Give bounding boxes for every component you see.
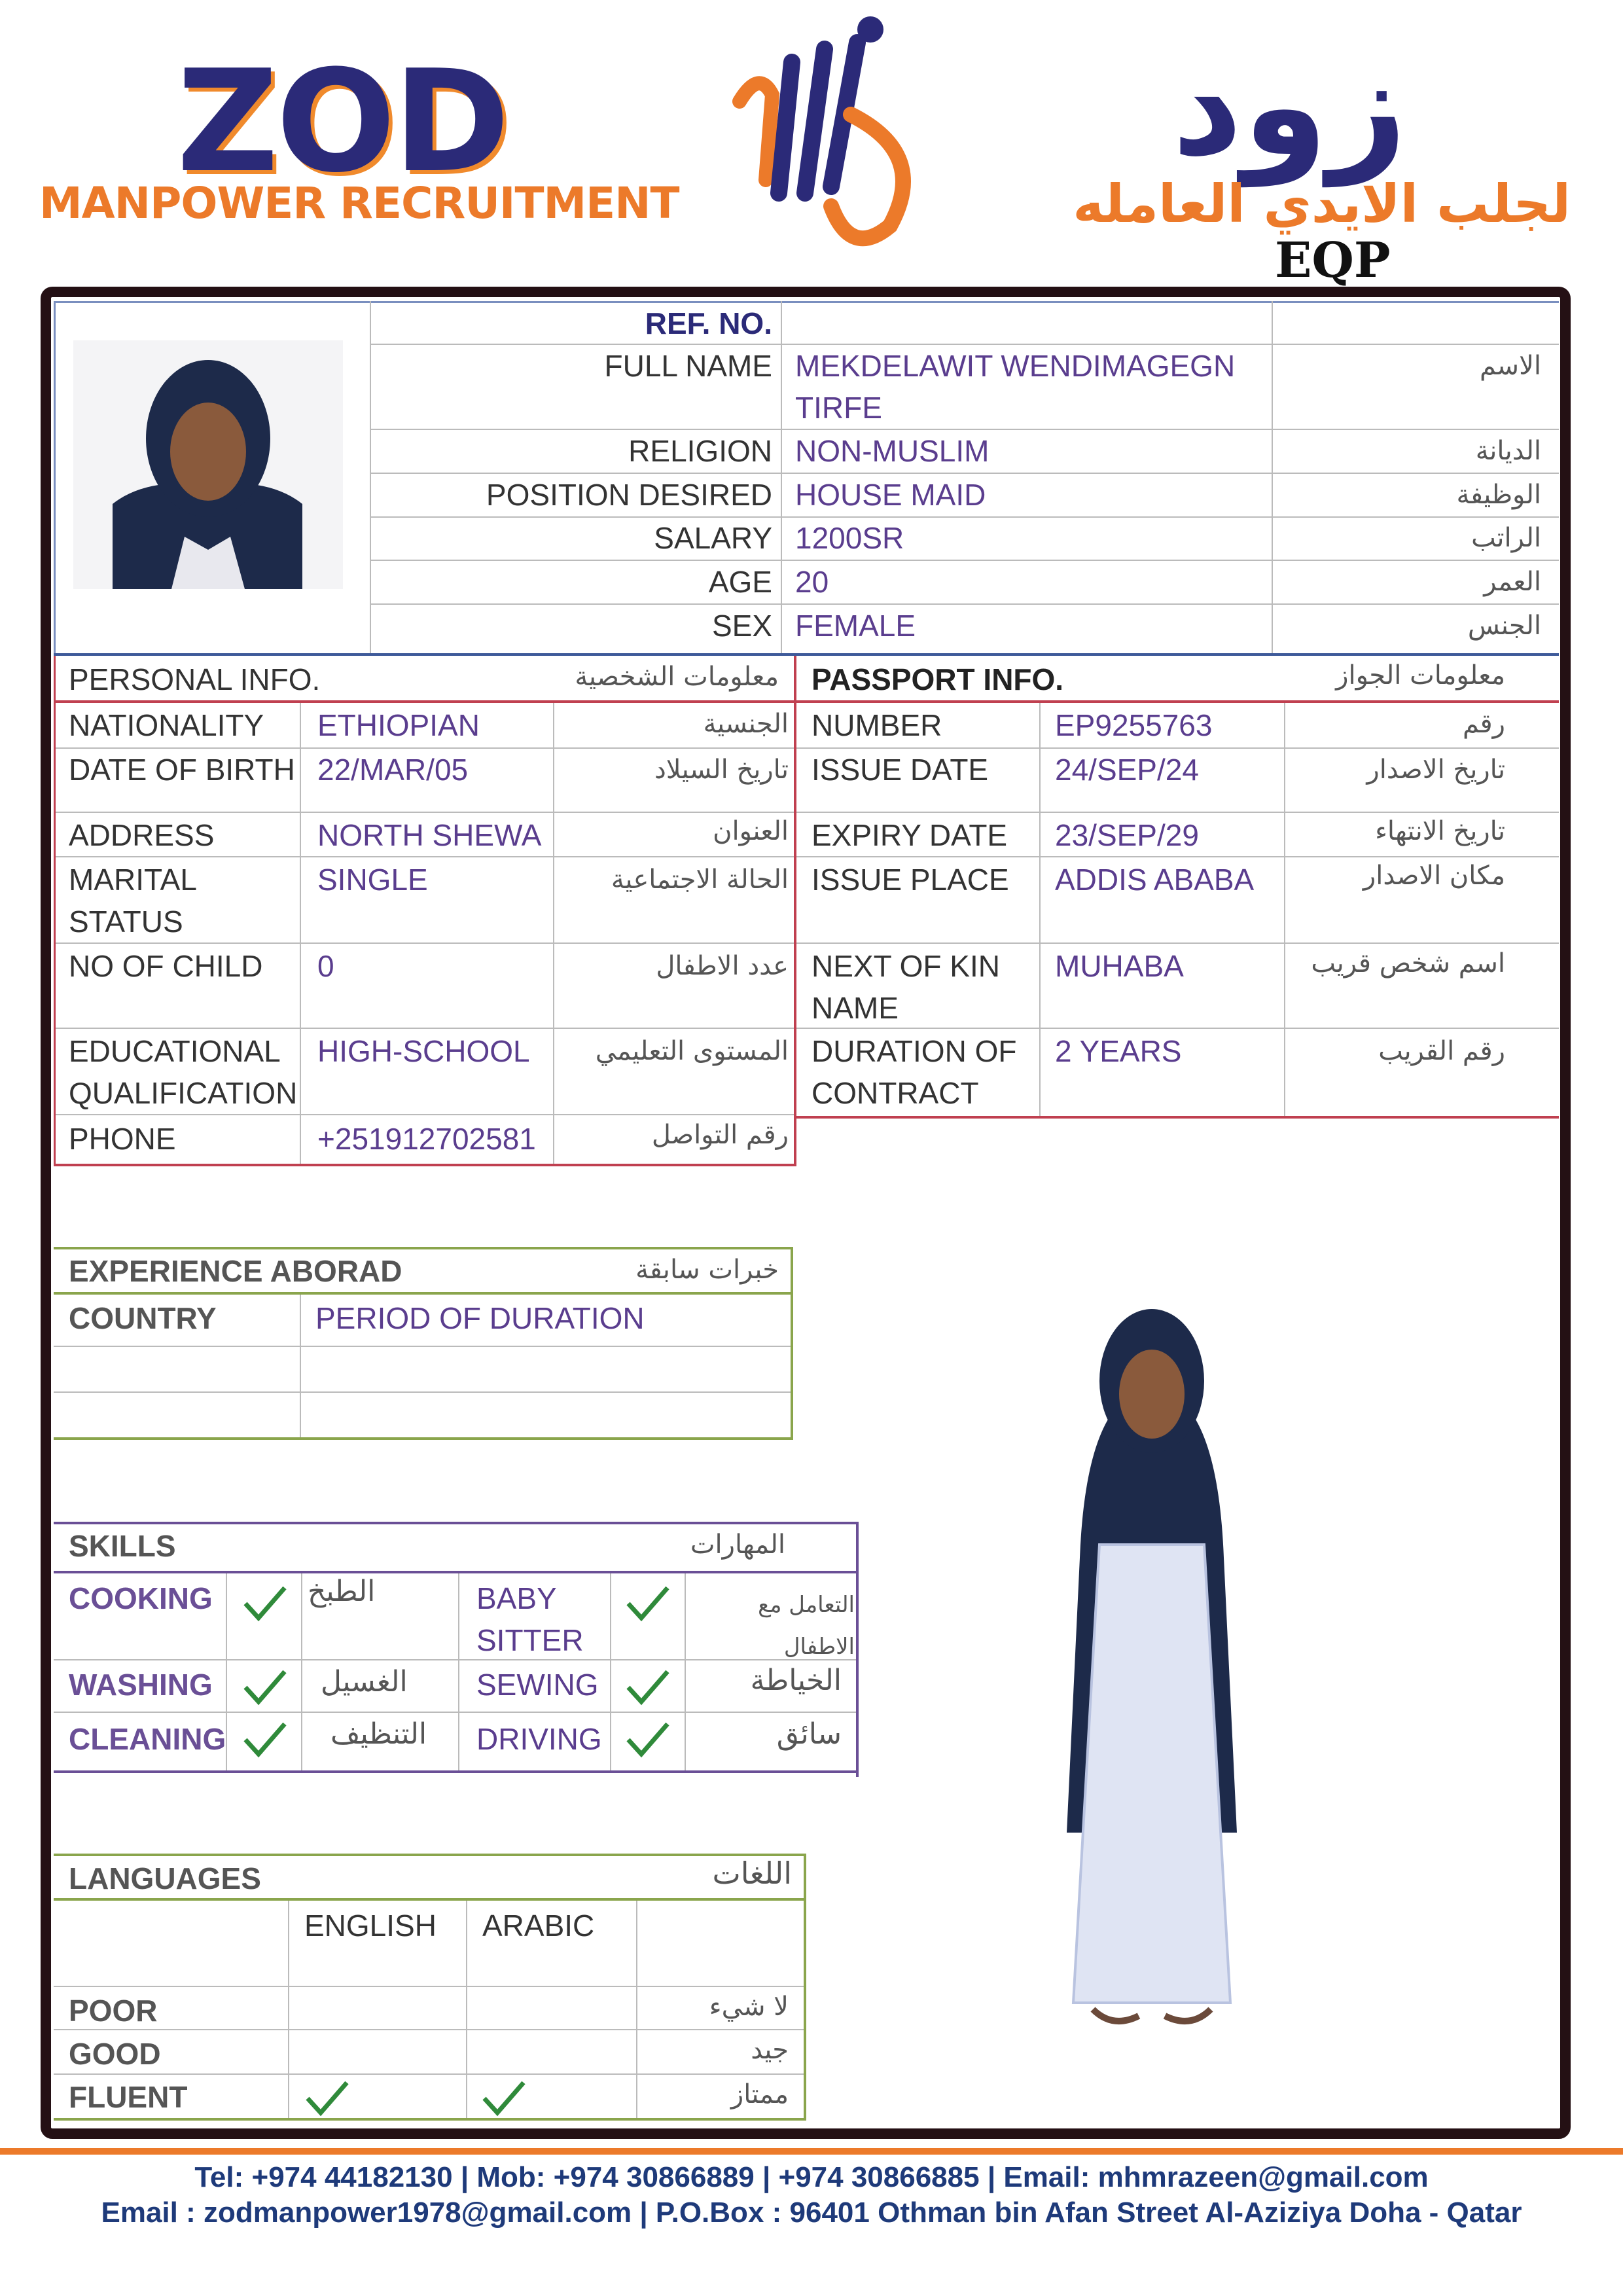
cooking-check-icon — [242, 1584, 288, 1623]
experience-period-header: PERIOD OF DURATION — [315, 1301, 645, 1335]
next-of-kin-value: MUHABA — [1055, 949, 1184, 983]
skill-driving-ar: سائق — [776, 1717, 842, 1751]
dob-label: DATE OF BIRTH — [69, 753, 295, 787]
address-value: NORTH SHEWA — [317, 818, 542, 852]
position-label: POSITION DESIRED — [486, 478, 772, 512]
experience-country-header: COUNTRY — [69, 1301, 217, 1335]
passport-info-title-ar: معلومات الجواز — [1336, 660, 1505, 691]
marital-ar: الحالة الاجتماعية — [611, 865, 789, 895]
education-ar: المستوى التعليمي — [595, 1036, 789, 1066]
issue-place-value: ADDIS ABABA — [1055, 863, 1255, 897]
brand-subtitle: MANPOWER RECRUITMENT — [39, 178, 679, 228]
next-of-kin-label: NEXT OF KIN NAME — [812, 949, 1000, 1025]
nationality-label: NATIONALITY — [69, 708, 264, 742]
skill-cooking-ar: الطبخ — [308, 1575, 376, 1608]
passport-number-value: EP9255763 — [1055, 708, 1213, 742]
salary-label: SALARY — [654, 521, 772, 555]
children-ar: عدد الاطفال — [656, 951, 789, 981]
position-value: HOUSE MAID — [795, 478, 986, 512]
issue-place-ar: مكان الاصدار — [1363, 861, 1505, 891]
issue-date-label: ISSUE DATE — [812, 753, 989, 787]
nationality-ar: الجنسية — [703, 709, 789, 739]
contract-duration-ar: رقم القريب — [1378, 1036, 1505, 1066]
skill-cleaning-ar: التنظيف — [330, 1717, 427, 1751]
level-good: GOOD — [69, 2037, 161, 2071]
dob-ar: تاريخ السيلاد — [654, 755, 789, 785]
skill-cleaning: CLEANING — [69, 1722, 226, 1756]
washing-check-icon — [242, 1668, 288, 1707]
skill-sewing: SEWING — [476, 1668, 599, 1702]
passport-info-title: PASSPORT INFO. — [812, 662, 1064, 696]
skill-cooking: COOKING — [69, 1581, 213, 1615]
driving-check-icon — [625, 1720, 671, 1759]
skill-driving: DRIVING — [476, 1722, 602, 1756]
religion-value: NON-MUSLIM — [795, 434, 990, 468]
experience-title: EXPERIENCE ABORAD — [69, 1254, 402, 1288]
experience-title-ar: خبرات سابقة — [635, 1255, 779, 1285]
expiry-date-value: 23/SEP/29 — [1055, 818, 1199, 852]
cleaning-check-icon — [242, 1720, 288, 1759]
brand-subtitle-arabic: لجلب الايدي العامله — [1073, 173, 1571, 234]
skill-baby-sitter-ar: التعامل مع الاطفال — [751, 1592, 855, 1660]
children-value: 0 — [317, 949, 334, 983]
portrait-photo — [73, 340, 343, 589]
phone-label: PHONE — [69, 1122, 176, 1156]
expiry-date-ar: تاريخ الانتهاء — [1375, 816, 1505, 846]
footer-address-line: Email : zodmanpower1978@gmail.com | P.O.Box : 96401 Othman bin Afan Street Al-Aziziya Doha - Qatar — [101, 2197, 1522, 2229]
english-fluent-check-icon — [304, 2079, 350, 2118]
marital-value: SINGLE — [317, 863, 428, 897]
arabic-fluent-check-icon — [481, 2079, 527, 2118]
level-fluent: FLUENT — [69, 2080, 188, 2114]
contract-duration-value: 2 YEARS — [1055, 1034, 1182, 1068]
skill-washing-ar: الغسيل — [321, 1665, 408, 1698]
contract-duration-label: DURATION OF CONTRACT — [812, 1034, 1017, 1110]
level-poor: POOR — [69, 1994, 158, 2028]
children-label: NO OF CHILD — [69, 949, 263, 983]
address-label: ADDRESS — [69, 818, 215, 852]
age-ar: العمر — [1484, 567, 1541, 597]
religion-label: RELIGION — [628, 434, 772, 468]
personal-info-title: PERSONAL INFO. — [69, 662, 321, 696]
skill-baby-sitter: BABY SITTER — [476, 1581, 584, 1657]
age-value: 20 — [795, 565, 829, 599]
expiry-date-label: EXPIRY DATE — [812, 818, 1008, 852]
salary-value: 1200SR — [795, 521, 904, 555]
age-label: AGE — [708, 565, 772, 599]
dob-value: 22/MAR/05 — [317, 753, 469, 787]
address-ar: العنوان — [713, 816, 789, 846]
brand-mark-icon — [720, 10, 936, 259]
languages-title: LANGUAGES — [69, 1861, 261, 1895]
issue-date-ar: تاريخ الاصدار — [1366, 755, 1505, 785]
language-arabic-header: ARABIC — [482, 1909, 595, 1943]
languages-title-ar: اللغات — [712, 1856, 792, 1891]
skill-washing: WASHING — [69, 1668, 213, 1702]
brand-logo-arabic: زود — [1171, 26, 1407, 187]
brand-logo: ZOD — [177, 39, 508, 204]
passport-number-ar: رقم — [1462, 709, 1505, 739]
education-label: EDUCATIONAL QUALIFICATION — [69, 1034, 298, 1110]
level-fluent-ar: ممتاز — [730, 2079, 789, 2109]
level-good-ar: جيد — [751, 2035, 789, 2065]
issue-place-label: ISSUE PLACE — [812, 863, 1009, 897]
skills-title-ar: المهارات — [690, 1530, 785, 1560]
education-value: HIGH-SCHOOL — [317, 1034, 530, 1068]
sex-label: SEX — [711, 609, 772, 643]
baby-sitter-check-icon — [625, 1584, 671, 1623]
religion-ar: الديانة — [1475, 436, 1541, 466]
passport-number-label: NUMBER — [812, 708, 942, 742]
phone-value: +251912702581 — [317, 1122, 536, 1156]
brand-code: EQP — [1275, 232, 1391, 289]
phone-ar: رقم التواصل — [651, 1120, 789, 1150]
nationality-value: ETHIOPIAN — [317, 708, 480, 742]
sewing-check-icon — [625, 1668, 671, 1707]
footer-contact-line: Tel: +974 44182130 | Mob: +974 30866889 | +974 30866885 | Email: mhmrazeen@gmail.com — [194, 2161, 1429, 2193]
level-poor-ar: لا شيء — [709, 1992, 789, 2022]
language-english-header: ENGLISH — [304, 1909, 437, 1943]
next-of-kin-ar: اسم شخص قريب — [1311, 948, 1505, 978]
full-name-label: FULL NAME — [604, 349, 772, 383]
skills-title: SKILLS — [69, 1529, 176, 1563]
full-name-ar: الاسم — [1479, 351, 1541, 381]
issue-date-value: 24/SEP/24 — [1055, 753, 1199, 787]
full-body-photo — [1021, 1296, 1283, 2068]
personal-info-title-ar: معلومات الشخصية — [575, 662, 779, 692]
marital-label: MARITAL STATUS — [69, 863, 197, 939]
ref-no-label: REF. NO. — [645, 306, 772, 340]
salary-ar: الراتب — [1471, 523, 1541, 553]
footer-divider — [0, 2148, 1623, 2155]
sex-value: FEMALE — [795, 609, 916, 643]
sex-ar: الجنس — [1467, 611, 1541, 641]
skill-sewing-ar: الخياطة — [750, 1664, 842, 1697]
full-name-value: MEKDELAWIT WENDIMAGEGN TIRFE — [795, 349, 1236, 425]
position-ar: الوظيفة — [1456, 480, 1541, 510]
